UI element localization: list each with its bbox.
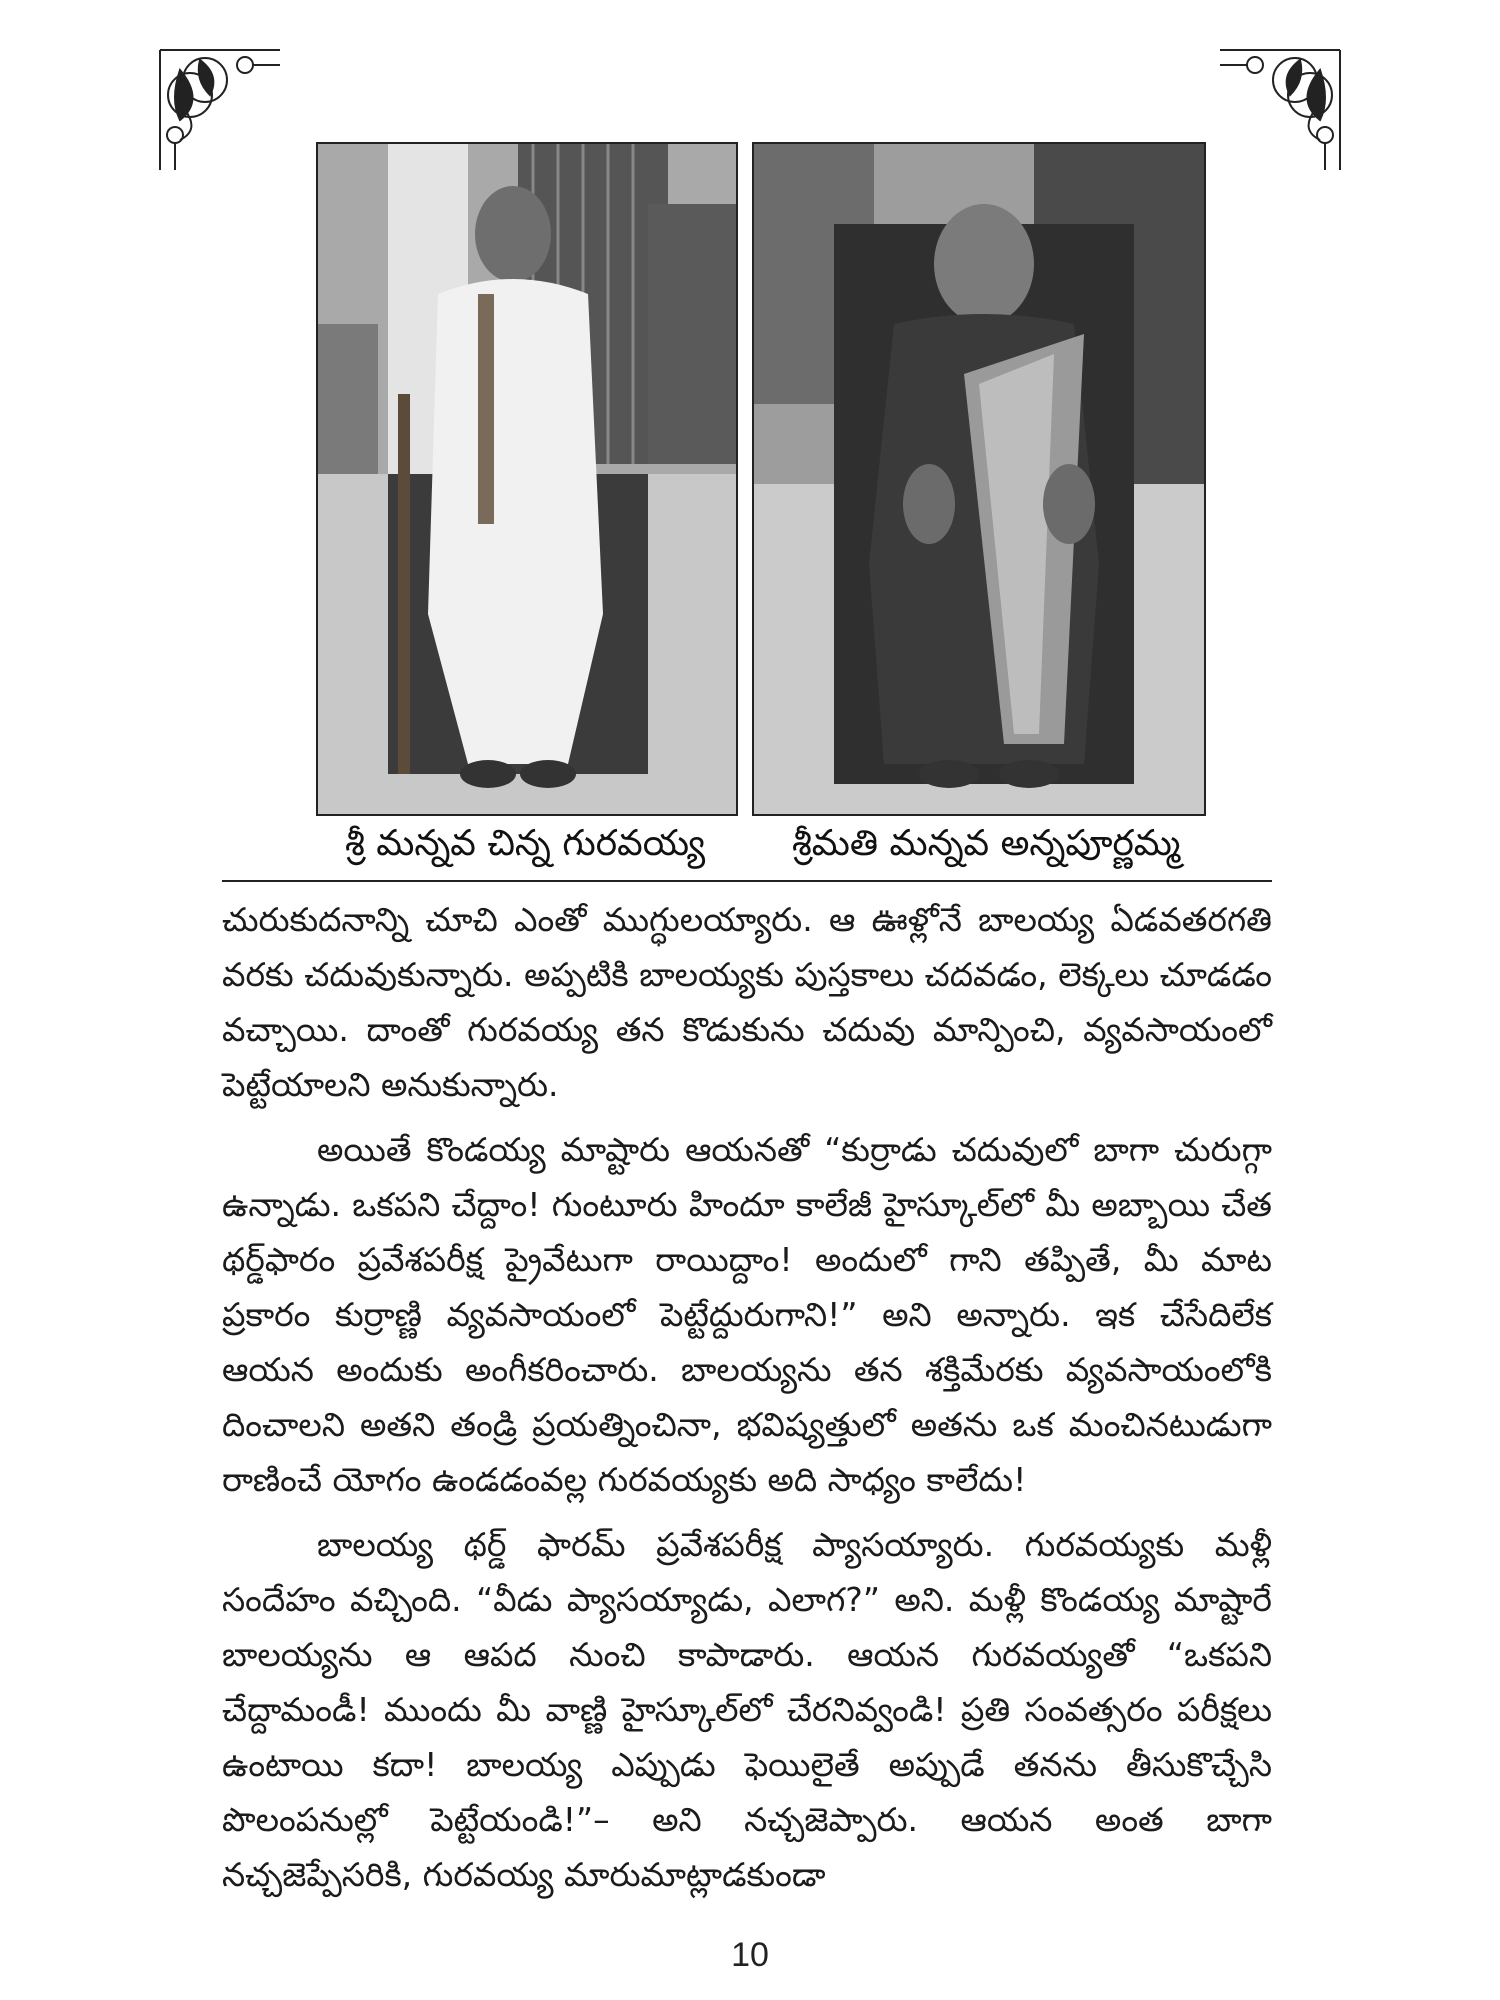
photo-caption-left: శ్రీ మన్నవ చిన్న గురవయ్య [345, 823, 706, 864]
corner-ornament-right [1210, 40, 1350, 180]
paragraph: అయితే కొండయ్య మాష్టారు ఆయనతో “కుర్రాడు చదువులో బాగా చురుగ్గా ఉన్నాడు. ఒకపని చేద్దాం! గుంటూరు హిందూ కాలేజీ హైస్కూల్‌లో మీ అబ్బాయి చేత థర్డ్‌ఫారం ప్రవేశపరీక్ష ప్రైవేటుగా రాయిద్దాం! అందులో గాని తప్పితే, మీ మాట ప్రకారం కుర్రాణ్ణి వ్యవసాయంలో పెట్టేద్దురుగాని!” అని అన్నారు. ఇక చేసేదిలేక ఆయన అందుకు అంగీకరించారు. బాలయ్యను తన శక్తిమేరకు వ్యవసాయంలోకి దించాలని అతని తండ్రి ప్రయత్నించినా, భవిష్యత్తులో అతను ఒక మంచినటుడుగా రాణించే యోగం ఉండడంవల్ల గురవయ్యకు అది సాధ్యం కాలేదు! [222, 1130, 1272, 1499]
photo-woman [752, 142, 1206, 816]
divider-line [222, 880, 1272, 882]
body-text [222, 892, 1272, 1912]
paragraph: చురుకుదనాన్ని చూచి ఎంతో ముగ్ధులయ్యారు. ఆ ఊళ్లోనే బాలయ్య ఏడవతరగతి వరకు చదువుకున్నారు. అప్పటికి బాలయ్యకు పుస్తకాలు చదవడం, లెక్కలు చూడడం వచ్చాయి. దాంతో గురవయ్య తన కొడుకును చదువు మాన్పించి, వ్యవసాయంలో పెట్టేయాలని అనుకున్నారు. [222, 900, 1272, 1104]
page-number: 10 [731, 1936, 769, 1974]
paragraph: బాలయ్య థర్డ్ ఫారమ్ ప్రవేశపరీక్ష ప్యాసయ్యారు. గురవయ్యకు మళ్లీ సందేహం వచ్చింది. “వీడు ప్యాసయ్యాడు, ఎలాగ?” అని. మళ్లీ కొండయ్య మాష్టారే బాలయ్యను ఆ ఆపద నుంచి కాపాడారు. ఆయన గురవయ్యతో “ఒకపని చేద్దామండీ! ముందు మీ వాణ్ణి హైస్కూల్‌లో చేరనివ్వండి! ప్రతి సంవత్సరం పరీక్షలు ఉంటాయి కదా! బాలయ్య ఎప్పుడు ఫెయిలైతే అప్పుడే తనను తీసుకొచ్చేసి పొలంపనుల్లో పెట్టేయండి!”– అని నచ్చజెప్పారు. ఆయన అంత బాగా నచ్చజెప్పేసరికి, గురవయ్య మారుమాట్లాడకుండా [222, 1525, 1272, 1894]
photo-caption-right: శ్రీమతి మన్నవ అన్నపూర్ణమ్మ [792, 823, 1181, 864]
photo-man [316, 142, 738, 816]
corner-ornament-left [150, 40, 290, 180]
